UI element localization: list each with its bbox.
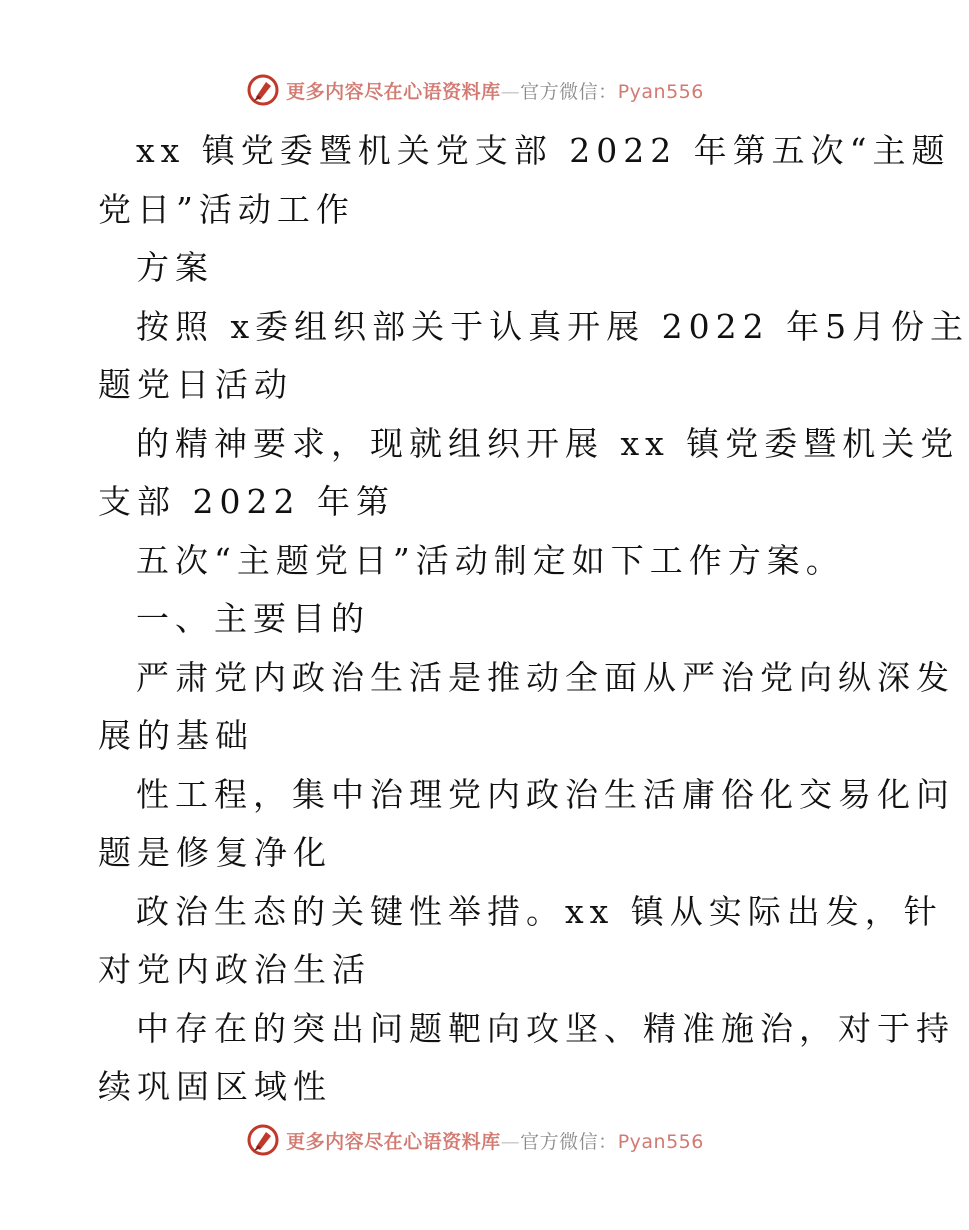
document-line: 的精神要求，现就组织开展 xx 镇党委暨机关党 [136,423,960,463]
document-line: 支部 2022 年第 [98,482,395,521]
watermark-text: 更多内容尽在心语资料库—官方微信：Pyan556 [286,1130,704,1153]
document-line: 题党日活动 [98,365,293,404]
pen-nib-seal-icon [246,73,280,107]
document-line: 对党内政治生活 [98,950,371,989]
document-line: 展的基础 [98,716,254,755]
document-line: xx 镇党委暨机关党支部 2022 年第五次“主题 [136,131,951,170]
watermark-text: 更多内容尽在心语资料库—官方微信：Pyan556 [286,80,704,103]
document-body [98,122,969,1117]
pen-nib-seal-icon [246,1123,280,1157]
document-line: 方案 [136,248,214,287]
document-line: 中存在的突出问题靶向攻坚、精准施治，对于持 [136,1008,955,1048]
section-heading: 一、主要目的 [136,599,370,638]
document-line: 按照 x委组织部关于认真开展 2022 年5月份主 [136,306,969,346]
header-watermark [0,70,950,110]
document-line: 续巩固区域性 [98,1067,332,1106]
document-line: 五次“主题党日”活动制定如下工作方案。 [136,540,845,580]
document-line: 党日”活动工作 [98,189,355,229]
document-line: 严肃党内政治生活是推动全面从严治党向纵深发 [136,657,955,697]
document-line: 题是修复净化 [98,833,332,872]
document-line: 性工程，集中治理党内政治生活庸俗化交易化问 [136,774,955,814]
footer-watermark [0,1120,950,1160]
document-line: 政治生态的关键性举措。xx 镇从实际出发，针 [136,891,943,931]
